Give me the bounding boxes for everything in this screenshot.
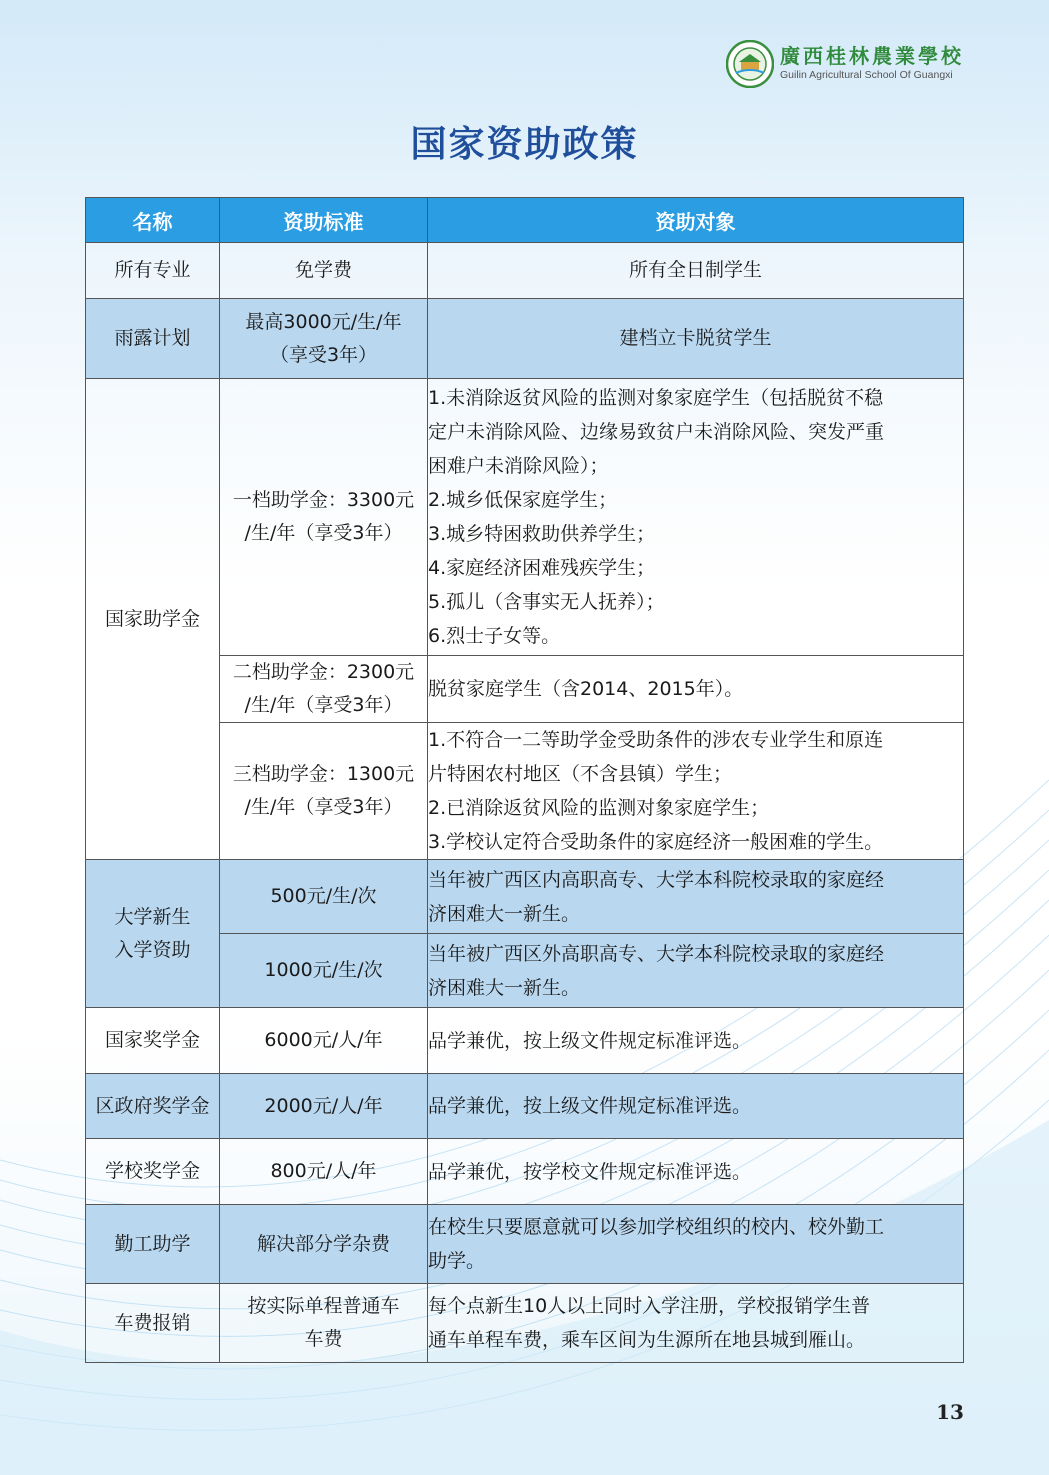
table-row	[86, 1074, 964, 1139]
row-target: 品学兼优，按上级文件规定标准评选。	[428, 1074, 964, 1139]
table-row	[86, 860, 964, 934]
text-line: 3.学校认定符合受助条件的家庭经济一般困难的学生。	[428, 831, 884, 853]
header-target: 资助对象	[428, 198, 964, 243]
text-line: /生/年（享受3年）	[244, 796, 403, 818]
text-line: 2.已消除返贫风险的监测对象家庭学生；	[428, 797, 770, 819]
school-name-en: Guilin Agricultural School Of Guangxi	[780, 69, 953, 81]
page-number: 13	[936, 1400, 964, 1424]
row-name: 国家助学金	[86, 379, 220, 860]
table-row	[86, 379, 964, 656]
row-name: 所有专业	[86, 243, 220, 299]
school-logo	[726, 38, 971, 90]
table-row	[86, 1139, 964, 1205]
text-line: 1.未消除返贫风险的监测对象家庭学生（包括脱贫不稳	[428, 387, 884, 409]
text-line: 片特困农村地区（不含县镇）学生；	[428, 763, 733, 785]
row-target: 所有全日制学生	[428, 243, 964, 299]
text-line: 1.不符合一二等助学金受助条件的涉农专业学生和原连	[428, 729, 884, 751]
text-line: （享受3年）	[269, 343, 378, 366]
row-standard: 800元/人/年	[220, 1139, 428, 1205]
text-line: 4.家庭经济困难残疾学生；	[428, 557, 656, 579]
school-name-cn: 廣西桂林農業學校	[780, 44, 964, 68]
row-target	[428, 860, 964, 934]
text-line: 济困难大一新生。	[428, 976, 581, 999]
text-line: 困难户未消除风险）；	[428, 455, 609, 477]
text-line: 通车单程车费，乘车区间为生源所在地县城到雁山。	[428, 1329, 866, 1351]
row-standard: 2000元/人/年	[220, 1074, 428, 1139]
row-target: 建档立卡脱贫学生	[428, 299, 964, 379]
text-line: 大学新生	[114, 905, 191, 928]
table-row	[86, 1284, 964, 1363]
row-standard	[220, 1284, 428, 1363]
row-standard	[220, 723, 428, 860]
text-line: 三档助学金：1300元	[232, 763, 415, 785]
text-line: 当年被广西区外高职高专、大学本科院校录取的家庭经	[428, 942, 885, 965]
text-line: 一档助学金：3300元	[232, 489, 415, 511]
row-name: 勤工助学	[86, 1205, 220, 1284]
row-target: 品学兼优，按学校文件规定标准评选。	[428, 1139, 964, 1205]
text-line: 3.城乡特困救助供养学生；	[428, 523, 656, 545]
text-line: 定户未消除风险、边缘易致贫户未消除风险、突发严重	[428, 421, 885, 443]
row-target	[428, 379, 964, 656]
text-line: /生/年（享受3年）	[244, 522, 403, 544]
row-standard: 1000元/生/次	[220, 934, 428, 1008]
row-target	[428, 1205, 964, 1284]
text-line: 每个点新生10人以上同时入学注册，学校报销学生普	[428, 1295, 871, 1317]
row-target: 品学兼优，按上级文件规定标准评选。	[428, 1008, 964, 1074]
text-line: 在校生只要愿意就可以参加学校组织的校内、校外勤工	[428, 1216, 885, 1238]
row-standard: 500元/生/次	[220, 860, 428, 934]
header-standard: 资助标准	[220, 198, 428, 243]
row-target: 脱贫家庭学生（含2014、2015年）。	[428, 656, 964, 723]
row-target	[428, 934, 964, 1008]
table-row	[86, 299, 964, 379]
table-row	[86, 1205, 964, 1284]
row-name: 车费报销	[86, 1284, 220, 1363]
policy-table	[85, 197, 964, 1363]
text-line: 济困难大一新生。	[428, 902, 581, 925]
table-header-row	[86, 198, 964, 243]
text-line: 按实际单程普通车	[247, 1295, 400, 1317]
table-row	[86, 1008, 964, 1074]
row-name: 国家奖学金	[86, 1008, 220, 1074]
text-line: /生/年（享受3年）	[244, 694, 403, 716]
text-line: 最高3000元/生/年	[245, 310, 402, 333]
row-standard	[220, 299, 428, 379]
row-standard: 解决部分学杂费	[220, 1205, 428, 1284]
header-name: 名称	[86, 198, 220, 243]
row-standard	[220, 379, 428, 656]
text-line: 二档助学金：2300元	[232, 661, 415, 683]
row-standard	[220, 656, 428, 723]
text-line: 2.城乡低保家庭学生；	[428, 489, 618, 511]
row-standard: 免学费	[220, 243, 428, 299]
row-name: 学校奖学金	[86, 1139, 220, 1205]
text-line: 6.烈士子女等。	[428, 625, 561, 647]
page-title: 国家资助政策	[410, 124, 639, 165]
row-name	[86, 860, 220, 1008]
row-name: 雨露计划	[86, 299, 220, 379]
row-standard: 6000元/人/年	[220, 1008, 428, 1074]
text-line: 助学。	[428, 1250, 486, 1272]
school-emblem-icon	[726, 40, 774, 88]
text-line: 当年被广西区内高职高专、大学本科院校录取的家庭经	[428, 868, 885, 891]
text-line: 5.孤儿（含事实无人抚养）；	[428, 591, 665, 613]
text-line: 入学资助	[114, 938, 191, 961]
row-target	[428, 723, 964, 860]
row-name: 区政府奖学金	[86, 1074, 220, 1139]
table-row	[86, 243, 964, 299]
text-line: 车费	[304, 1328, 343, 1350]
row-target	[428, 1284, 964, 1363]
